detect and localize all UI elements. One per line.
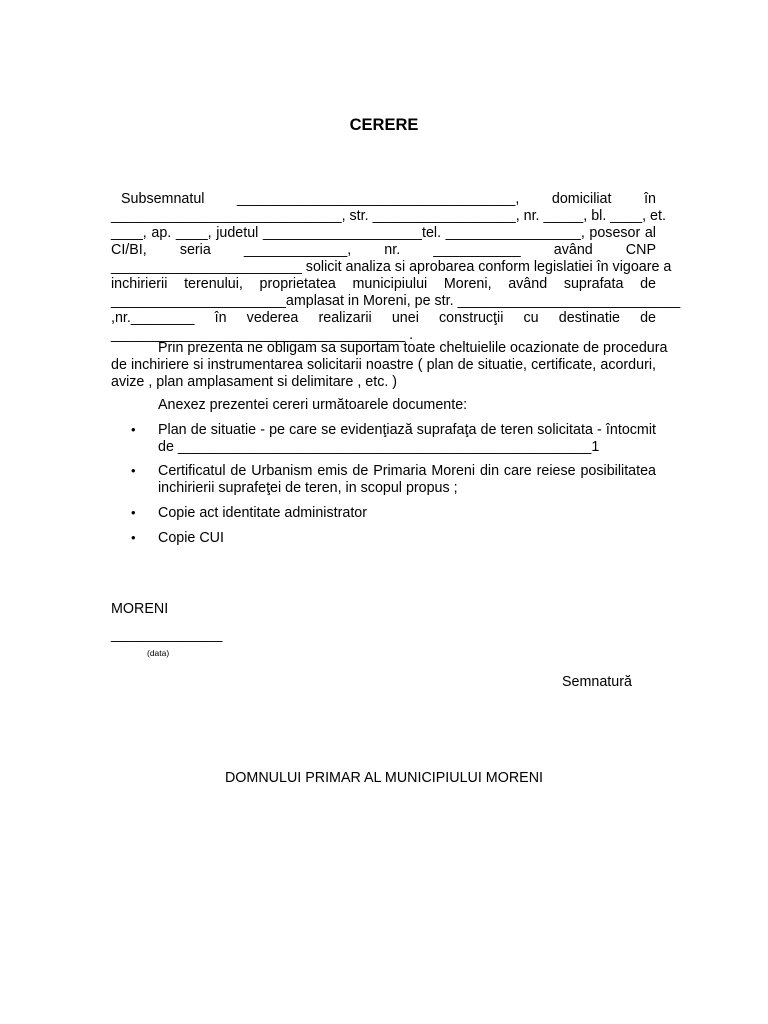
bullet-icon: •	[131, 530, 136, 545]
para2-line-2: de inchiriere si instrumentarea solicitarii noastre ( plan de situatie, certificate, acorduri,	[111, 357, 656, 373]
item-1-line-2: de ____________________________________________________1	[158, 439, 600, 455]
para1-line-9: _____________________________________ .	[111, 327, 414, 343]
date-line: ______________	[111, 627, 223, 643]
signature-label: Semnatură	[562, 674, 632, 690]
para1-line-6: inchirierii terenului, proprietatea municipiului Moreni, având suprafata de	[111, 276, 656, 292]
para2-line-3: avize , plan amplasament si delimitare , etc. )	[111, 374, 398, 390]
para1-line-4: CI/BI, seria _____________, nr. ___________ având CNP	[111, 242, 656, 258]
place-label: MORENI	[111, 601, 169, 617]
para1-line-2: _____________________________, str. __________________, nr. _____, bl. ____, et.	[111, 208, 666, 224]
item-4-line-1: Copie CUI	[158, 530, 224, 546]
bullet-icon: •	[131, 422, 136, 437]
item-1-line-1: Plan de situatie - pe care se evidenţiază suprafaţa de teren solicitata - întocmit	[158, 422, 656, 438]
document-title: CERERE	[349, 116, 419, 134]
addressee: DOMNULUI PRIMAR AL MUNICIPIULUI MORENI	[224, 770, 543, 786]
date-caption: (data)	[147, 648, 170, 658]
para1-line-7: ______________________amplasat in Moreni, pe str. ____________________________	[111, 293, 681, 309]
para1-line-1: Subsemnatul ___________________________________, domiciliat în	[121, 191, 656, 207]
bullet-icon: •	[131, 463, 136, 478]
item-3-line-1: Copie act identitate administrator	[158, 505, 368, 521]
para2-line-1: Prin prezenta ne obligam sa suportam toate cheltuielile ocazionate de procedura	[158, 340, 668, 356]
annex-intro: Anexez prezentei cereri următoarele documente:	[158, 397, 468, 413]
item-2-line-2: inchirierii suprafeţei de teren, in scopul propus ;	[158, 480, 458, 496]
item-2-line-1: Certificatul de Urbanism emis de Primaria Moreni din care reiese posibilitatea	[158, 463, 656, 479]
para1-line-5: ________________________ solicit analiza si aprobarea conform legislatiei în vigoare a	[111, 259, 672, 275]
para1-line-8: ,nr.________ în vederea realizarii unei construcţii cu destinatie de	[111, 310, 656, 326]
bullet-icon: •	[131, 505, 136, 520]
para1-line-3: ____, ap. ____, judetul ____________________tel. _________________, posesor al	[111, 225, 656, 241]
